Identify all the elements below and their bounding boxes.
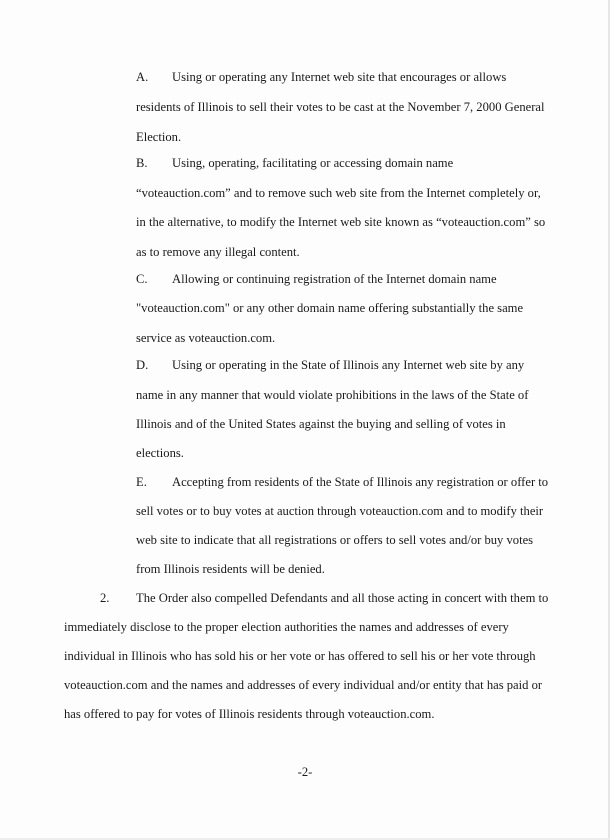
item-e-label: E. [136, 475, 147, 489]
item-e-line-3: web site to indicate that all registrations or offers to sell votes and/or buy votes [136, 533, 534, 547]
item-c-line-2: "voteauction.com" or any other domain name offering substantially the same [136, 301, 524, 315]
paragraph-2-line-1: The Order also compelled Defendants and all those acting in concert with them to [136, 591, 549, 605]
item-c-label: C. [136, 272, 148, 286]
item-c-line-3: service as voteauction.com. [136, 331, 276, 345]
item-b-line-1: Using, operating, facilitating or accessing domain name [172, 156, 454, 170]
item-a-label: A. [136, 70, 149, 84]
paragraph-2-line-4: voteauction.com and the names and addresses of every individual and/or entity that has paid or [64, 678, 543, 692]
item-d-line-1: Using or operating in the State of Illinois any Internet web site by any [172, 358, 525, 372]
item-d-line-3: Illinois and of the United States against the buying and selling of votes in [136, 417, 506, 431]
paragraph-2-line-3: individual in Illinois who has sold his or her vote or has offered to sell his or her vote through [64, 649, 536, 663]
item-c-line-1: Allowing or continuing registration of the Internet domain name [172, 272, 497, 286]
item-a-line-1: Using or operating any Internet web site that encourages or allows [172, 70, 507, 84]
item-d-label: D. [136, 358, 149, 372]
paragraph-2-line-5: has offered to pay for votes of Illinois residents through voteauction.com. [64, 707, 435, 721]
item-b-line-4: as to remove any illegal content. [136, 245, 300, 259]
item-a-line-2: residents of Illinois to sell their votes to be cast at the November 7, 2000 General [136, 100, 545, 114]
item-b-line-3: in the alternative, to modify the Internet web site known as “voteauction.com” so [136, 215, 546, 229]
paragraph-2-line-2: immediately disclose to the proper election authorities the names and addresses of every [64, 620, 509, 634]
item-b-line-2: “voteauction.com” and to remove such web site from the Internet completely or, [136, 186, 541, 200]
item-d-line-2: name in any manner that would violate prohibitions in the laws of the State of [136, 388, 529, 402]
item-b-label: B. [136, 156, 148, 170]
item-d-line-4: elections. [136, 446, 184, 460]
item-e-line-2: sell votes or to buy votes at auction through voteauction.com and to modify their [136, 504, 544, 518]
item-e-line-4: from Illinois residents will be denied. [136, 562, 325, 576]
paragraph-2-number: 2. [100, 591, 110, 605]
item-e-line-1: Accepting from residents of the State of Illinois any registration or offer to [172, 475, 549, 489]
page-number: -2- [297, 765, 313, 779]
item-a-line-3: Election. [136, 130, 182, 144]
